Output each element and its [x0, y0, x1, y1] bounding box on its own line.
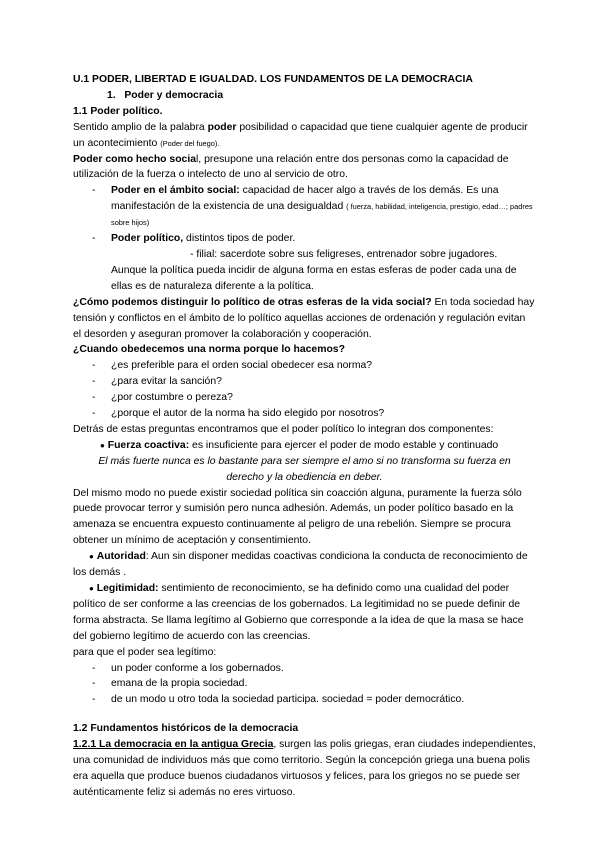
- text-span: l, presupone una relación entre dos personas como la capacidad de utilización de la fuerza o intelecto de uno al servicio de otro.: [73, 153, 509, 181]
- list-item: [73, 358, 536, 374]
- dash-marker: -: [92, 376, 96, 388]
- dash-marker: -: [92, 678, 96, 690]
- paragraph-grecia: [73, 737, 536, 801]
- text-span: : Aun sin disponer medidas coactivas condiciona la conducta de reconocimiento de los demás .: [73, 551, 528, 579]
- list-item: [73, 231, 536, 247]
- list-item: [73, 676, 536, 692]
- underlined-heading-grecia: 1.2.1 La democracia en la antigua Grecia: [73, 739, 274, 751]
- condition-text: un poder conforme a los gobernados.: [111, 662, 284, 674]
- bold-term-legitimidad: Legitimidad:: [96, 583, 159, 594]
- condition-text: de un modo u otro toda la sociedad participa. sociedad = poder democrático.: [111, 694, 465, 706]
- dash-marker: -: [92, 662, 96, 674]
- text-span: capacidad de hacer algo a través de los demás. Es una manifestación de la existencia de una desigualdad: [111, 185, 499, 213]
- sub-list-item-filial: - filial: sacerdote sobre sus feligreses, entrenador sobre jugadores.: [190, 248, 498, 260]
- paragraph-detras: Detrás de estas preguntas encontramos que el poder político lo integran dos componentes:: [73, 423, 494, 435]
- bold-term-autoridad: Autoridad: [96, 551, 146, 563]
- subsection-heading-poder-politico: 1.1 Poder político.: [73, 105, 163, 117]
- bullet-legitimidad: [73, 581, 536, 645]
- text-span: , surgen las polis griegas, eran ciudades independientes, una comunidad de individuos más que como territorio. Según la concepción griega una buena polis era aquella que produce buenos ciudadanos virtuosos y felices, para los griegos no se puede ser auténticamente feliz si además no eres virtuoso.: [73, 739, 536, 798]
- bold-term-ambito-social: Poder en el ámbito social:: [111, 185, 240, 197]
- bold-term-poder: poder: [207, 121, 237, 133]
- text-span: posibilidad o capacidad que tiene cualquier agente de producir un acontecimiento: [73, 121, 528, 149]
- dash-marker: -: [92, 392, 96, 404]
- bullet-fuerza-coactiva: [73, 438, 536, 454]
- bold-term-poder-politico: Poder político,: [111, 233, 184, 245]
- paragraph-poder-social: [73, 152, 536, 184]
- paragraph-aunque: Aunque la política pueda incidir de alguna forma en estas esferas de poder cada una de ellas es de naturaleza diferente a la política.: [111, 264, 517, 292]
- bullet-marker: ●: [100, 440, 105, 450]
- quote-mas-fuerte: El más fuerte nunca es lo bastante para ser siempre el amo si no transforma su fuerza en derecho y la obediencia en deber.: [98, 455, 511, 483]
- bullet-marker: ●: [89, 552, 94, 562]
- spacer: [73, 708, 536, 721]
- bold-term-hecho-social: Poder como hecho socia: [73, 153, 196, 165]
- document-title: U.1 PODER, LIBERTAD E IGUALDAD. LOS FUNDAMENTOS DE LA DEMOCRACIA: [73, 74, 473, 85]
- text-span: sentimiento de reconocimiento, se ha definido como una cualidad del poder político de ser conforme a las creencias de los gobernados. La legitimidad no se puede definir de forma abstracta. Se llama legítimo al Gobierno que corresponde a la idea de que la masa se hace del gobierno legítimo de acuerdo con las creencias.: [73, 583, 524, 642]
- paragraph-poder-definition: [73, 120, 536, 152]
- section-heading-poder-democracia: [73, 88, 536, 104]
- question-text: ¿por costumbre o pereza?: [111, 392, 233, 404]
- dash-marker: -: [92, 408, 96, 420]
- bullet-autoridad: [73, 549, 536, 581]
- question-text: ¿para evitar la sanción?: [111, 376, 222, 388]
- dash-marker: -: [92, 360, 96, 372]
- dash-marker: -: [92, 233, 96, 245]
- bold-term-fuerza: Fuerza coactiva:: [107, 439, 190, 451]
- text-span: En toda sociedad hay tensión y conflictos en el ámbito de lo político aquellas acciones de ordenación y regulación evitan el desorden y aseguran promover la colaboración y cooperación.: [73, 296, 535, 340]
- text-span: Sentido amplio de la palabra: [73, 121, 208, 133]
- subsection-heading-fundamentos: 1.2 Fundamentos históricos de la democracia: [73, 723, 299, 735]
- question-text: ¿es preferible para el orden social obedecer esa norma?: [111, 360, 373, 372]
- small-note: ( fuerza, habilidad, inteligencia, prestigio, edad…; padres sobre hijos): [111, 202, 533, 228]
- section-number: 1.: [107, 89, 116, 101]
- text-span: distintos tipos de poder.: [183, 233, 296, 245]
- question-obedecer: ¿Cuando obedecemos una norma porque lo hacemos?: [73, 344, 345, 356]
- bold-question: ¿Cómo podemos distinguir lo político de otras esferas de la vida social?: [73, 296, 432, 308]
- text-span: es insuficiente para ejercer el poder de modo estable y continuado: [189, 439, 499, 451]
- dash-marker: -: [92, 694, 96, 706]
- list-item: [73, 661, 536, 677]
- section-label: Poder y democracia: [124, 89, 224, 101]
- small-note: (Poder del fuego).: [160, 138, 220, 148]
- list-item: [73, 406, 536, 422]
- list-item: [73, 390, 536, 406]
- paragraph-question-politico: [73, 295, 536, 343]
- paragraph-para-que: para que el poder sea legítimo:: [73, 646, 217, 658]
- dash-marker: -: [92, 185, 96, 197]
- list-item: [73, 692, 536, 708]
- paragraph-del-mismo-modo: Del mismo modo no puede existir sociedad política sin coacción alguna, puramente la fuerza sólo puede provocar terror y sumisión pero nunca adhesión. Además, un poder político basado en la amenaza se encuentra expuesto continuamente al peligro de una rebelión. Siempre se procura obtener un mínimo de aceptación y consentimiento.: [73, 487, 522, 547]
- list-item: [73, 374, 536, 390]
- question-text: ¿porque el autor de la norma ha sido elegido por nosotros?: [111, 408, 385, 420]
- list-item: [73, 183, 536, 231]
- bullet-marker: ●: [89, 584, 94, 593]
- condition-text: emana de la propia sociedad.: [111, 678, 248, 690]
